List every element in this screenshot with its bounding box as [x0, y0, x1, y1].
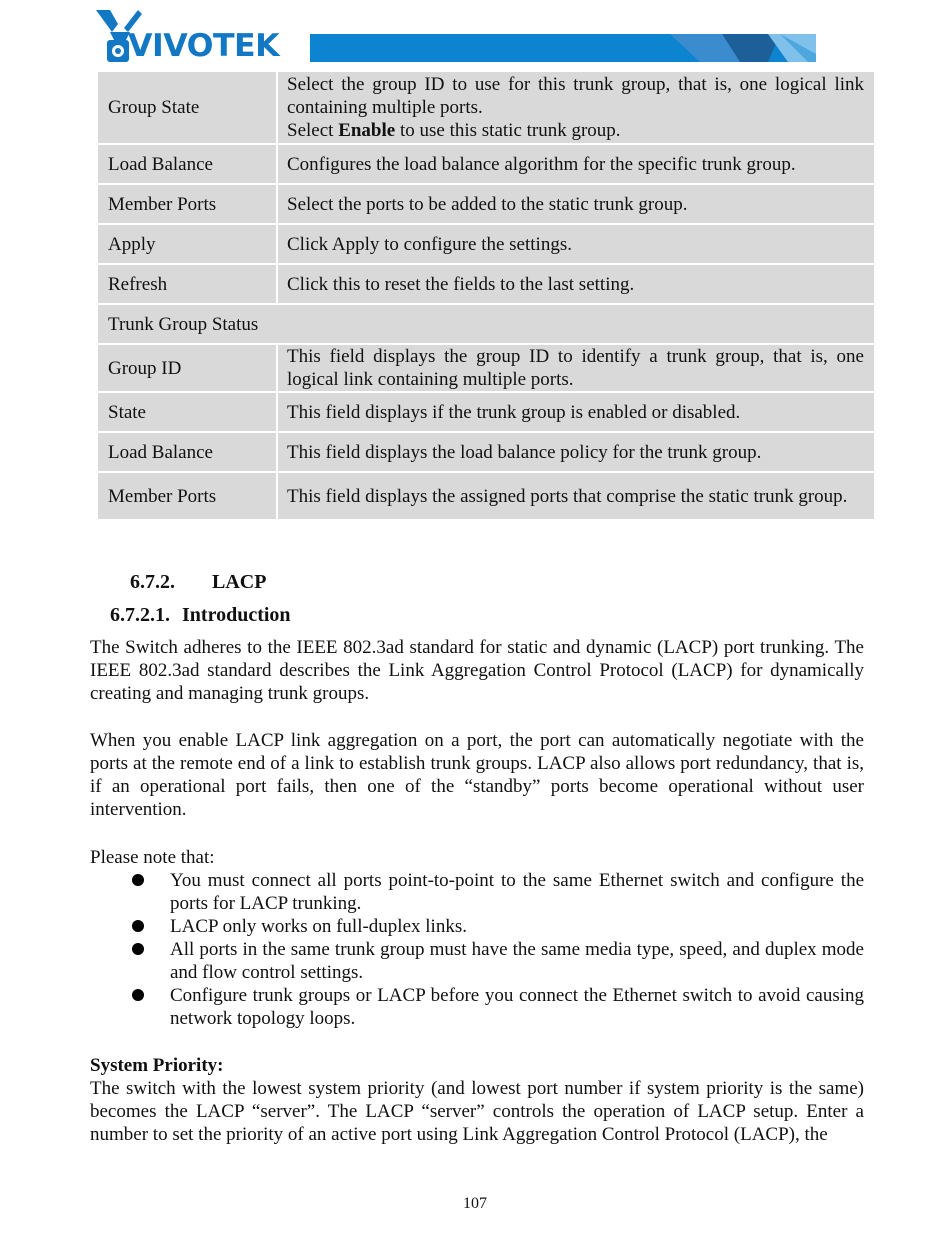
row-label: State	[98, 393, 278, 431]
trunk-group-description-table	[98, 70, 874, 521]
note-intro: Please note that:	[90, 847, 215, 868]
row-description: Select the ports to be added to the static trunk group.	[278, 185, 874, 223]
system-priority-paragraph: The switch with the lowest system priority (and lowest port number if system priority is the same) becomes the LACP “server”. The LACP “server” controls the operation of LACP setup. Enter a number to set the priority of an active port using Link Aggregation Control Protocol (LACP), the	[90, 1078, 864, 1145]
table-row	[98, 345, 874, 391]
list-item-text: Configure trunk groups or LACP before you connect the Ethernet switch to avoid causing network topology loops.	[170, 985, 864, 1029]
lacp-paragraph: When you enable LACP link aggregation on a port, the port can automatically negotiate with the ports at the remote end of a link to establish trunk groups. LACP also allows port redundancy, that is, if an operational port fails, then one of the “standby” ports become operational without user intervention.	[90, 730, 864, 820]
description-text: Select	[287, 120, 339, 141]
row-label: Group ID	[98, 345, 278, 391]
section-heading	[130, 569, 266, 595]
page-number: 107	[463, 1195, 487, 1212]
list-item-text: All ports in the same trunk group must have the same media type, speed, and duplex mode and flow control settings.	[170, 939, 864, 983]
bullet-icon	[132, 989, 144, 1001]
list-item-text: LACP only works on full-duplex links.	[170, 916, 467, 937]
description-text: Select the group ID to use for this trunk group, that is, one logical link containing multiple ports.	[287, 74, 864, 118]
row-description: This field displays the group ID to identify a trunk group, that is, one logical link containing multiple ports.	[278, 345, 874, 391]
row-label: Member Ports	[98, 473, 278, 519]
row-label: Apply	[98, 225, 278, 263]
list-item-text: You must connect all ports point-to-point to the same Ethernet switch and configure the ports for LACP trunking.	[170, 870, 864, 914]
subsection-number: 6.7.2.1.	[110, 604, 170, 626]
row-label: Load Balance	[98, 433, 278, 471]
table-row	[98, 72, 874, 143]
section-label: Trunk Group Status	[98, 305, 874, 343]
row-label: Group State	[98, 72, 278, 143]
row-label: Load Balance	[98, 145, 278, 183]
section-title: LACP	[212, 571, 267, 593]
section-number: 6.7.2.	[130, 571, 175, 593]
description-text: to use this static trunk group.	[395, 120, 621, 141]
list-item	[90, 915, 864, 938]
subsection-title: Introduction	[182, 604, 291, 626]
row-description: This field displays the load balance policy for the trunk group.	[278, 433, 874, 471]
row-description	[278, 72, 874, 143]
table-row	[98, 433, 874, 471]
page-header	[94, 10, 816, 64]
table-row	[98, 473, 874, 519]
table-row	[98, 393, 874, 431]
bullet-icon	[132, 874, 144, 886]
row-description: This field displays if the trunk group is enabled or disabled.	[278, 393, 874, 431]
bullet-icon	[132, 943, 144, 955]
row-description: Click this to reset the fields to the last setting.	[278, 265, 874, 303]
bold-term: Enable	[338, 120, 396, 141]
list-item	[90, 984, 864, 1030]
table-row	[98, 225, 874, 263]
bullet-icon	[132, 920, 144, 932]
list-item	[90, 869, 864, 915]
note-list	[90, 869, 864, 1030]
intro-paragraph: The Switch adheres to the IEEE 802.3ad standard for static and dynamic (LACP) port trunking. The IEEE 802.3ad standard describes the Link Aggregation Control Protocol (LACP) for dynamically creating and managing trunk groups.	[90, 637, 864, 704]
table-row	[98, 265, 874, 303]
table-row	[98, 145, 874, 183]
table-section-row	[98, 305, 874, 343]
table-row	[98, 185, 874, 223]
system-priority-label: System Priority:	[90, 1055, 224, 1076]
row-description: This field displays the assigned ports that comprise the static trunk group.	[278, 473, 874, 519]
row-label: Member Ports	[98, 185, 278, 223]
header-banner	[310, 34, 816, 62]
row-description: Click Apply to configure the settings.	[278, 225, 874, 263]
brand-wordmark: VIVOTEK	[128, 28, 280, 64]
vivotek-logo	[94, 10, 302, 64]
row-label: Refresh	[98, 265, 278, 303]
subsection-heading	[110, 602, 291, 628]
list-item	[90, 938, 864, 984]
row-description: Configures the load balance algorithm for the specific trunk group.	[278, 145, 874, 183]
